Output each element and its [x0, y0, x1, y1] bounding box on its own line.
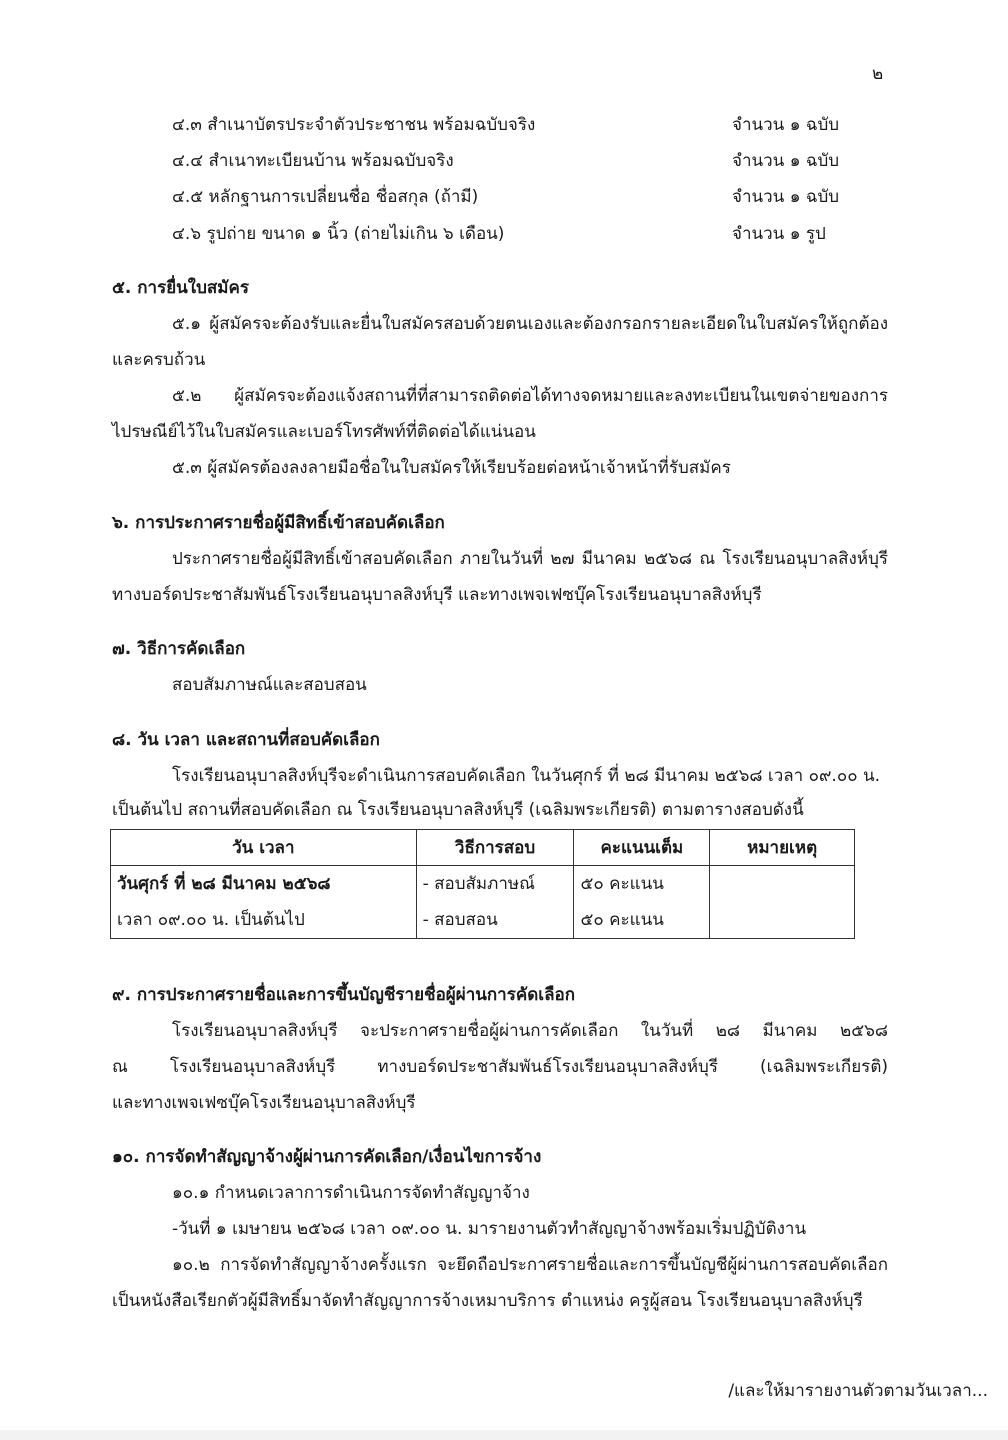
exam-method: - สอบสัมภาษณ์	[422, 874, 535, 894]
continuation-note: /และให้มารายงานตัวตามวันเวลา...	[728, 1381, 988, 1401]
section-6-line-2: ทางบอร์ดประชาสัมพันธ์โรงเรียนอนุบาลสิงห์บุรี และทางเพจเฟซบุ๊คโรงเรียนอนุบาลสิงห์บุรี	[112, 585, 762, 605]
table-cell-score	[574, 866, 710, 939]
section-7-line-1: สอบสัมภาษณ์และสอบสอน	[172, 675, 367, 695]
section-9-heading: ๙. การประกาศรายชื่อและการขึ้นบัญชีรายชื่อผู้ผ่านการคัดเลือก	[112, 985, 575, 1005]
document-quantity: จำนวน ๑ ฉบับ	[732, 115, 840, 135]
exam-method: - สอบสอน	[422, 910, 498, 930]
section-9-line-2: ณ โรงเรียนอนุบาลสิงห์บุรี ทางบอร์ดประชาสัมพันธ์โรงเรียนอนุบาลสิงห์บุรี (เฉลิมพระเกียรติ)	[112, 1057, 888, 1077]
section-8-line-1: โรงเรียนอนุบาลสิงห์บุรีจะดำเนินการสอบคัดเลือก ในวันศุกร์ ที่ ๒๘ มีนาคม ๒๕๖๘ เวลา ๐๙.๐๐ น.	[172, 766, 881, 786]
exam-date: วันศุกร์ ที่ ๒๘ มีนาคม ๒๕๖๘	[117, 874, 331, 894]
document-quantity: จำนวน ๑ ฉบับ	[732, 187, 840, 207]
section-10-1: ๑๐.๑ กำหนดเวลาการดำเนินการจัดทำสัญญาจ้าง	[172, 1183, 530, 1203]
section-9-line-3: และทางเพจเฟซบุ๊คโรงเรียนอนุบาลสิงห์บุรี	[112, 1093, 416, 1113]
section-10-2-line-2: เป็นหนังสือเรียกตัวผู้มีสิทธิ์มาจัดทำสัญญาการจ้างเหมาบริการ ตำแหน่ง ครูผู้สอน โรงเรียนอนุบาลสิงห์บุรี	[112, 1291, 863, 1311]
section-5-2-line-2: ไปรษณีย์ไว้ในใบสมัครและเบอร์โทรศัพท์ที่ติดต่อได้แน่นอน	[112, 422, 536, 442]
table-header-row	[111, 830, 855, 866]
exam-time: เวลา ๐๙.๐๐ น. เป็นต้นไป	[117, 910, 305, 930]
section-5-heading: ๕. การยื่นใบสมัคร	[112, 278, 249, 298]
table-cell-method	[416, 866, 574, 939]
table-cell-date	[111, 866, 417, 939]
table-header: คะแนนเต็ม	[574, 830, 710, 866]
section-8-heading: ๘. วัน เวลา และสถานที่สอบคัดเลือก	[112, 730, 380, 750]
section-6-heading: ๖. การประกาศรายชื่อผู้มีสิทธิ์เข้าสอบคัดเลือก	[112, 513, 445, 533]
section-5-2-line-1: ๕.๒ ผู้สมัครจะต้องแจ้งสถานที่ที่สามารถติดต่อได้ทางจดหมายและลงทะเบียนในเขตจ่ายของการ	[172, 386, 888, 406]
section-10-1-detail: -วันที่ ๑ เมษายน ๒๕๖๘ เวลา ๐๙.๐๐ น. มารายงานตัวทำสัญญาจ้างพร้อมเริ่มปฏิบัติงาน	[172, 1219, 807, 1239]
section-8-line-2: เป็นต้นไป สถานที่สอบคัดเลือก ณ โรงเรียนอนุบาลสิงห์บุรี (เฉลิมพระเกียรติ) ตามตารางสอบดังนี้	[112, 800, 804, 820]
table-header: วัน เวลา	[111, 830, 417, 866]
exam-schedule-table	[110, 829, 855, 939]
exam-score: ๕๐ คะแนน	[580, 874, 664, 894]
table-header: วิธีการสอบ	[416, 830, 574, 866]
section-5-1-line-1: ๕.๑ ผู้สมัครจะต้องรับและยื่นใบสมัครสอบด้วยตนเองและต้องกรอกรายละเอียดในใบสมัครให้ถูกต้อง	[172, 314, 888, 334]
document-quantity: จำนวน ๑ ฉบับ	[732, 151, 840, 171]
document-item: ๔.๖ รูปถ่าย ขนาด ๑ นิ้ว (ถ่ายไม่เกิน ๖ เดือน)	[172, 224, 505, 244]
table-header: หมายเหตุ	[710, 830, 855, 866]
document-item: ๔.๓ สำเนาบัตรประจำตัวประชาชน พร้อมฉบับจริง	[172, 115, 536, 135]
exam-score: ๕๐ คะแนน	[580, 910, 664, 930]
table-row	[111, 866, 855, 939]
section-5-3: ๕.๓ ผู้สมัครต้องลงลายมือชื่อในใบสมัครให้เรียบร้อยต่อหน้าเจ้าหน้าที่รับสมัคร	[172, 458, 731, 478]
section-9-line-1: โรงเรียนอนุบาลสิงห์บุรี จะประกาศรายชื่อผู้ผ่านการคัดเลือก ในวันที่ ๒๘ มีนาคม ๒๕๖๘	[172, 1021, 888, 1041]
document-item: ๔.๕ หลักฐานการเปลี่ยนชื่อ ชื่อสกุล (ถ้ามี)	[172, 187, 479, 207]
document-quantity: จำนวน ๑ รูป	[732, 224, 826, 244]
section-10-2-line-1: ๑๐.๒ การจัดทำสัญญาจ้างครั้งแรก จะยึดถือประกาศรายชื่อและการขึ้นบัญชีผู้ผ่านการสอบคัดเลือก	[172, 1255, 888, 1275]
page-number: ๒	[872, 64, 884, 84]
section-10-heading: ๑๐. การจัดทำสัญญาจ้างผู้ผ่านการคัดเลือก/เงื่อนไขการจ้าง	[112, 1147, 542, 1167]
table-cell-note	[710, 866, 855, 939]
section-6-line-1: ประกาศรายชื่อผู้มีสิทธิ์เข้าสอบคัดเลือก ภายในวันที่ ๒๗ มีนาคม ๒๕๖๘ ณ โรงเรียนอนุบาลสิงห์บุรี	[172, 549, 888, 569]
section-5-1-line-2: และครบถ้วน	[112, 350, 206, 370]
section-7-heading: ๗. วิธีการคัดเลือก	[112, 639, 246, 659]
document-item: ๔.๔ สำเนาทะเบียนบ้าน พร้อมฉบับจริง	[172, 151, 454, 171]
page-bottom-edge	[0, 1430, 1008, 1440]
